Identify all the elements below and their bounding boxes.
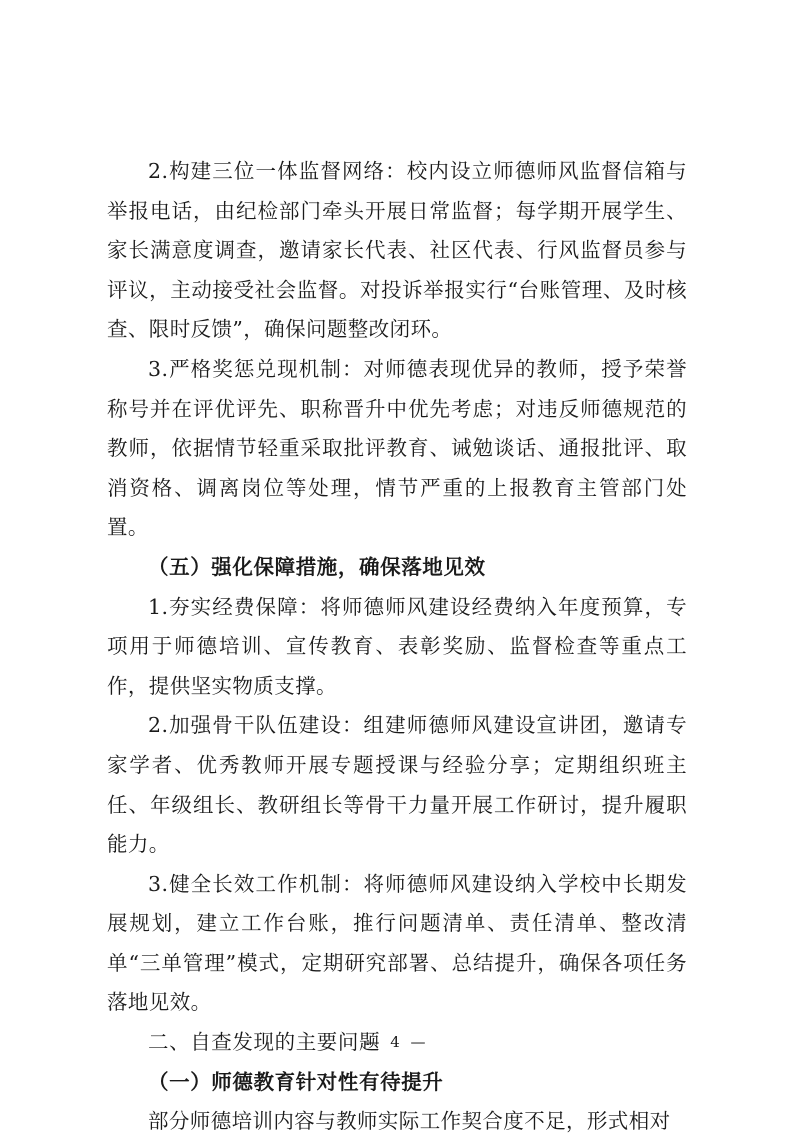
paragraph-long-term-mechanism: 3.健全长效工作机制：将师德师风建设纳入学校中长期发展规划，建立工作台账，推行问题清单、责任清单、整改清单“三单管理”模式，定期研究部署、总结提升，确保各项任务落地见效。	[107, 871, 687, 1015]
page-number: — 4 —	[364, 1033, 429, 1051]
heading-main-problems: 二、自查发现的主要问题	[148, 1030, 381, 1055]
subheading-education-relevance: （一）师德教育针对性有待提升	[148, 1069, 444, 1094]
paragraph-supervision-network: 2.构建三位一体监督网络：校内设立师德师风监督信箱与举报电话，由纪检部门牵头开展日常监督；每学期开展学生、家长满意度调查，邀请家长代表、社区代表、行风监督员参与评议，主动接受社会监督。对投诉举报实行“台账管理、及时核查、限时反馈”，确保问题整改闭环。	[107, 159, 687, 342]
heading-safeguard-measures: （五）强化保障措施，确保落地见效	[148, 554, 486, 579]
paragraph-backbone-team: 2.加强骨干队伍建设：组建师德师风建设宣讲团，邀请专家学者、优秀教师开展专题授课与经验分享；定期组织班主任、年级组长、教研组长等骨干力量开展工作研讨，提升履职能力。	[107, 713, 687, 857]
paragraph-funding: 1.夯实经费保障：将师德师风建设经费纳入年度预算，专项用于师德培训、宣传教育、表彰奖励、监督检查等重点工作，提供坚实物质支撑。	[107, 594, 687, 698]
paragraph-training-content: 部分师德培训内容与教师实际工作契合度不足，形式相对	[148, 1109, 671, 1134]
paragraph-reward-punishment: 3.严格奖惩兑现机制：对师德表现优异的教师，授予荣誉称号并在评优评先、职称晋升中优先考虑；对违反师德规范的教师，依据情节轻重采取批评教育、诫勉谈话、通报批评、取消资格、调离岗位等处理，情节严重的上报教育主管部门处置。	[107, 356, 687, 540]
document-body	[107, 152, 687, 1142]
